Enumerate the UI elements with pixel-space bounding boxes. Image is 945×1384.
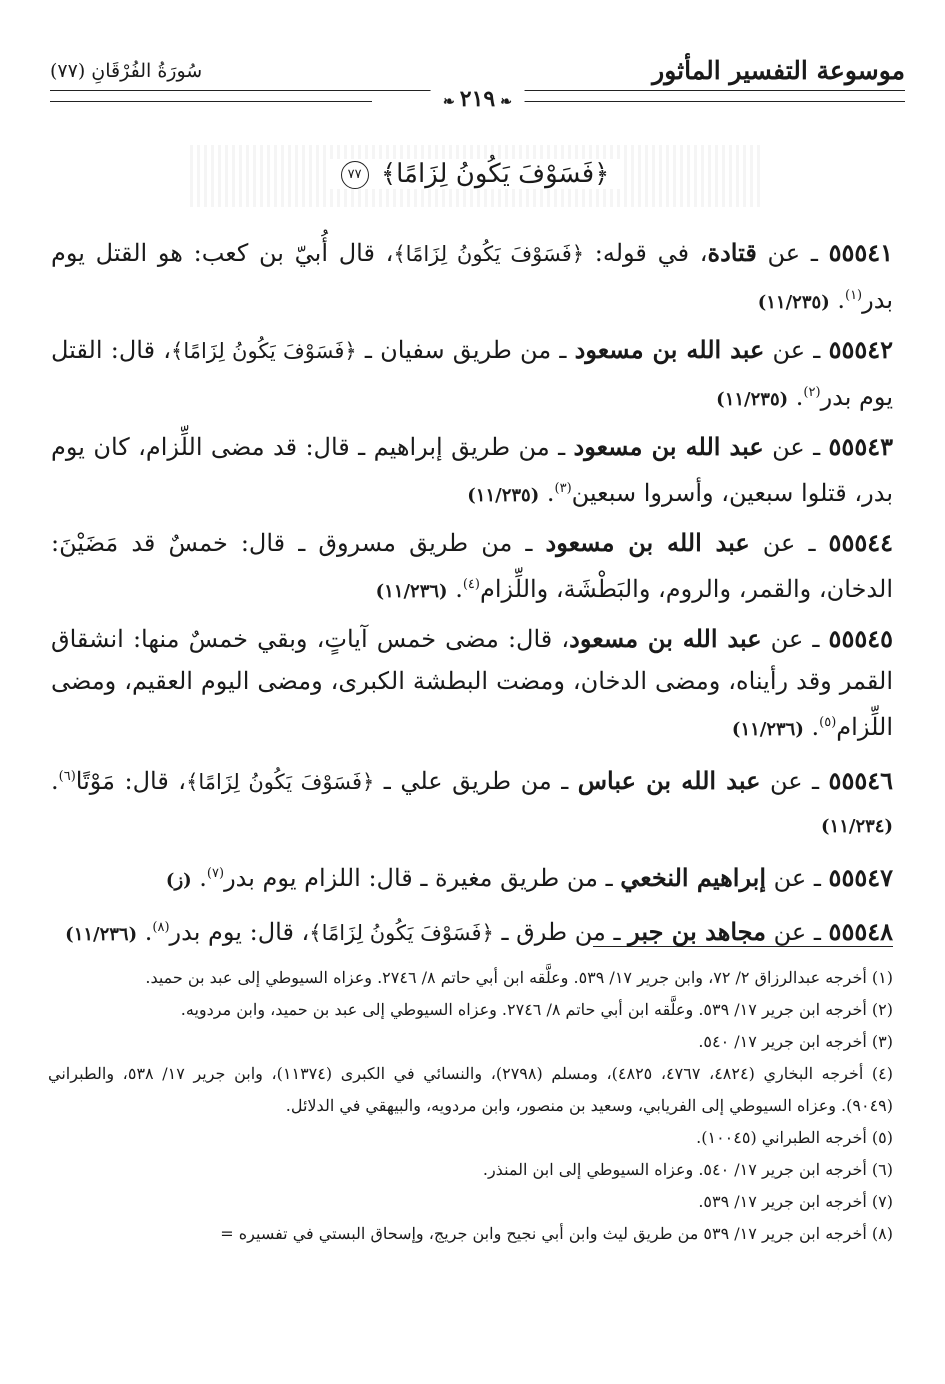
footnote: (٢) أخرجه ابن جرير ١٧/ ٥٣٩. وعلَّقه ابن أبي حاتم ٨/ ٢٧٤٦. وعزاه السيوطي إلى عبد بن حميد، وابن مردويه.	[180, 1000, 893, 1019]
footnote-marker: (٢)	[803, 385, 821, 400]
ayah-number-icon: ٧٧	[341, 161, 369, 189]
entry-text: .	[137, 918, 153, 946]
volume-reference: (١١/٢٣٦)	[375, 581, 448, 602]
quran-quote: ﴿فَسَوْفَ يَكُونُ لِزَامًا﴾	[171, 339, 357, 363]
footnote-marker: (٧)	[206, 866, 225, 881]
entry-text: .	[51, 767, 59, 795]
surah-title: سُورَةُ الفُرْقَانِ (٧٧)	[50, 60, 203, 82]
entry-text: ـ عن	[766, 864, 829, 892]
narrator-name: عبد الله بن عباس	[577, 766, 761, 795]
narrator-name: قتادة	[707, 238, 757, 267]
footnote: (٤) أخرجه البخاري (٤٨٢٤، ٤٧٦٧، ٤٨٢٥)، ومسلم (٢٧٩٨)، والنسائي في الكبرى (١١٣٧٤)، وابن جرير ١٧/ ٥٣٨، والطبراني (٩٠٤٩). وعزاه السيوطي إلى الفريابي، وسعيد بن منصور، وابن مردويه، والبيهقي في الدلائل.	[48, 1064, 893, 1115]
narration-entry	[51, 907, 893, 956]
entry-text: ، قال: مضى خمس آياتٍ، وبقي خمسٌ منها: انشقاق القمر وقد رأيناه، ومضى الدخان، ومضت البطشة الكبرى، ومضى اليوم العقيم، ومضى اللِّزام	[51, 625, 893, 741]
verse-banner	[190, 145, 760, 207]
footnote: (٦) أخرجه ابن جرير ١٧/ ٥٤٠. وعزاه السيوطي إلى ابن المنذر.	[482, 1160, 893, 1179]
narration-entry	[51, 426, 893, 517]
entry-text: ـ عن	[764, 336, 829, 364]
entry-number: ٥٥٥٤١	[828, 238, 894, 267]
footnote: (٧) أخرجه ابن جرير ١٧/ ٥٣٩.	[698, 1192, 893, 1211]
entry-text: ـ من طريق علي ـ	[374, 767, 578, 795]
entry-number: ٥٥٥٤٧	[828, 863, 893, 892]
footnote-marker: (٣)	[554, 481, 572, 496]
entry-text: ـ عن	[761, 625, 829, 653]
volume-reference: (١١/٢٣٦)	[731, 719, 804, 740]
entry-number: ٥٥٥٤٦	[828, 766, 893, 795]
entry-text: .	[829, 286, 845, 314]
footnote: (٨) أخرجه ابن جرير ١٧/ ٥٣٩ من طريق ليث وابن أبي نجيح وابن جريج، وإسحاق البستي في تفسيره =	[220, 1224, 893, 1243]
entry-number: ٥٥٥٤٢	[828, 335, 894, 364]
volume-reference: (١١/٢٣٥)	[716, 389, 789, 410]
entry-text: .	[447, 575, 463, 603]
entry-text: .	[539, 479, 555, 507]
entry-text: .	[803, 713, 820, 741]
narration-entry	[51, 618, 893, 751]
narrator-name: مجاهد بن جبر	[628, 917, 767, 946]
footnote-marker: (٥)	[819, 715, 837, 730]
volume-reference: (١١/٢٣٥)	[467, 485, 540, 506]
entry-text: ، قال: مَوْتًا	[75, 767, 187, 795]
entry-text: .	[191, 864, 207, 892]
footnote-marker: (١)	[844, 288, 863, 303]
entry-number: ٥٥٥٤٥	[828, 624, 893, 653]
narration-entry	[51, 756, 893, 848]
narration-entry	[51, 522, 893, 613]
volume-reference: (١١/٢٣٦)	[65, 924, 138, 945]
entry-text: ـ عن	[763, 433, 829, 461]
entry-number: ٥٥٥٤٨	[828, 917, 893, 946]
book-title: موسوعة التفسير المأثور	[652, 56, 905, 85]
narration-entry	[51, 232, 893, 324]
entry-text: ـ عن	[766, 918, 829, 946]
footnote-marker: (٨)	[152, 920, 170, 935]
narrator-name: عبد الله بن مسعود	[573, 432, 764, 461]
entry-number: ٥٥٥٤٣	[828, 432, 893, 461]
footnote: (٥) أخرجه الطبراني (١٠٠٤٥).	[696, 1128, 893, 1147]
footnote-marker: (٤)	[462, 577, 480, 592]
narrations	[51, 232, 893, 961]
entry-text: ـ من طريق مغيرة ـ قال: اللزام يوم بدر	[224, 864, 621, 892]
entry-number: ٥٥٥٤٤	[828, 528, 893, 557]
footnote-marker: (٦)	[58, 769, 76, 784]
quran-quote: ﴿فَسَوْفَ يَكُونُ لِزَامًا﴾	[393, 242, 585, 266]
quran-quote: ﴿فَسَوْفَ يَكُونُ لِزَامًا﴾	[309, 921, 494, 945]
entry-text: ـ من طرق ـ	[493, 918, 629, 946]
header-rule-right	[501, 101, 905, 102]
verse-text: ﴿فَسَوْفَ يَكُونُ لِزَامًا﴾	[380, 159, 610, 189]
entry-text: ـ عن	[760, 767, 829, 795]
volume-reference: (١١/٢٣٥)	[757, 292, 830, 313]
volume-reference: (١١/٢٣٤)	[821, 816, 893, 837]
narrator-name: عبد الله بن مسعود	[569, 624, 762, 653]
entry-text: .	[788, 383, 804, 411]
narration-entry	[51, 329, 893, 421]
footnote-separator	[593, 946, 893, 947]
entry-text: ـ من طريق مسروق ـ قال: خمسٌ قد مَضَيْنَ: الدخان، والقمر، والروم، والبَطْشَة، واللِّزام	[51, 529, 893, 603]
entry-text: ـ من طريق سفيان ـ	[356, 336, 575, 364]
volume-reference: (ز)	[165, 870, 192, 891]
header-rule-left	[50, 101, 372, 102]
footnote: (٣) أخرجه ابن جرير ١٧/ ٥٤٠.	[698, 1032, 893, 1051]
narrator-name: عبد الله بن مسعود	[545, 528, 750, 557]
verse-heading	[327, 159, 624, 189]
entry-text: ـ من طريق إبراهيم ـ قال: قد مضى اللِّزام، كان يوم بدر، قتلوا سبعين، وأسروا سبعين	[51, 433, 893, 507]
quran-quote: ﴿فَسَوْفَ يَكُونُ لِزَامًا﴾	[186, 770, 375, 794]
entry-text: ، في قوله:	[584, 239, 708, 267]
page-header	[50, 52, 905, 112]
footnote: (١) أخرجه عبدالرزاق ٢/ ٧٢، وابن جرير ١٧/ ٥٣٩. وعلَّقه ابن أبي حاتم ٨/ ٢٧٤٦. وعزاه السيوطي إلى عبد بن حميد.	[145, 968, 893, 987]
entry-text: ، قال: القتل يوم بدر	[51, 336, 893, 411]
narrator-name: عبد الله بن مسعود	[574, 335, 765, 364]
narration-entry	[51, 853, 893, 902]
entry-text: ـ عن	[756, 239, 829, 267]
entry-text: ، قال أُبيّ بن كعب: هو القتل يوم بدر	[51, 239, 893, 314]
entry-text: ـ عن	[749, 529, 829, 557]
narrator-name: إبراهيم النخعي	[620, 863, 767, 892]
entry-text: ، قال: يوم بدر	[169, 918, 310, 946]
page-number: ❧ ٢١٩ ❧	[430, 86, 525, 112]
footnotes	[48, 962, 893, 1250]
